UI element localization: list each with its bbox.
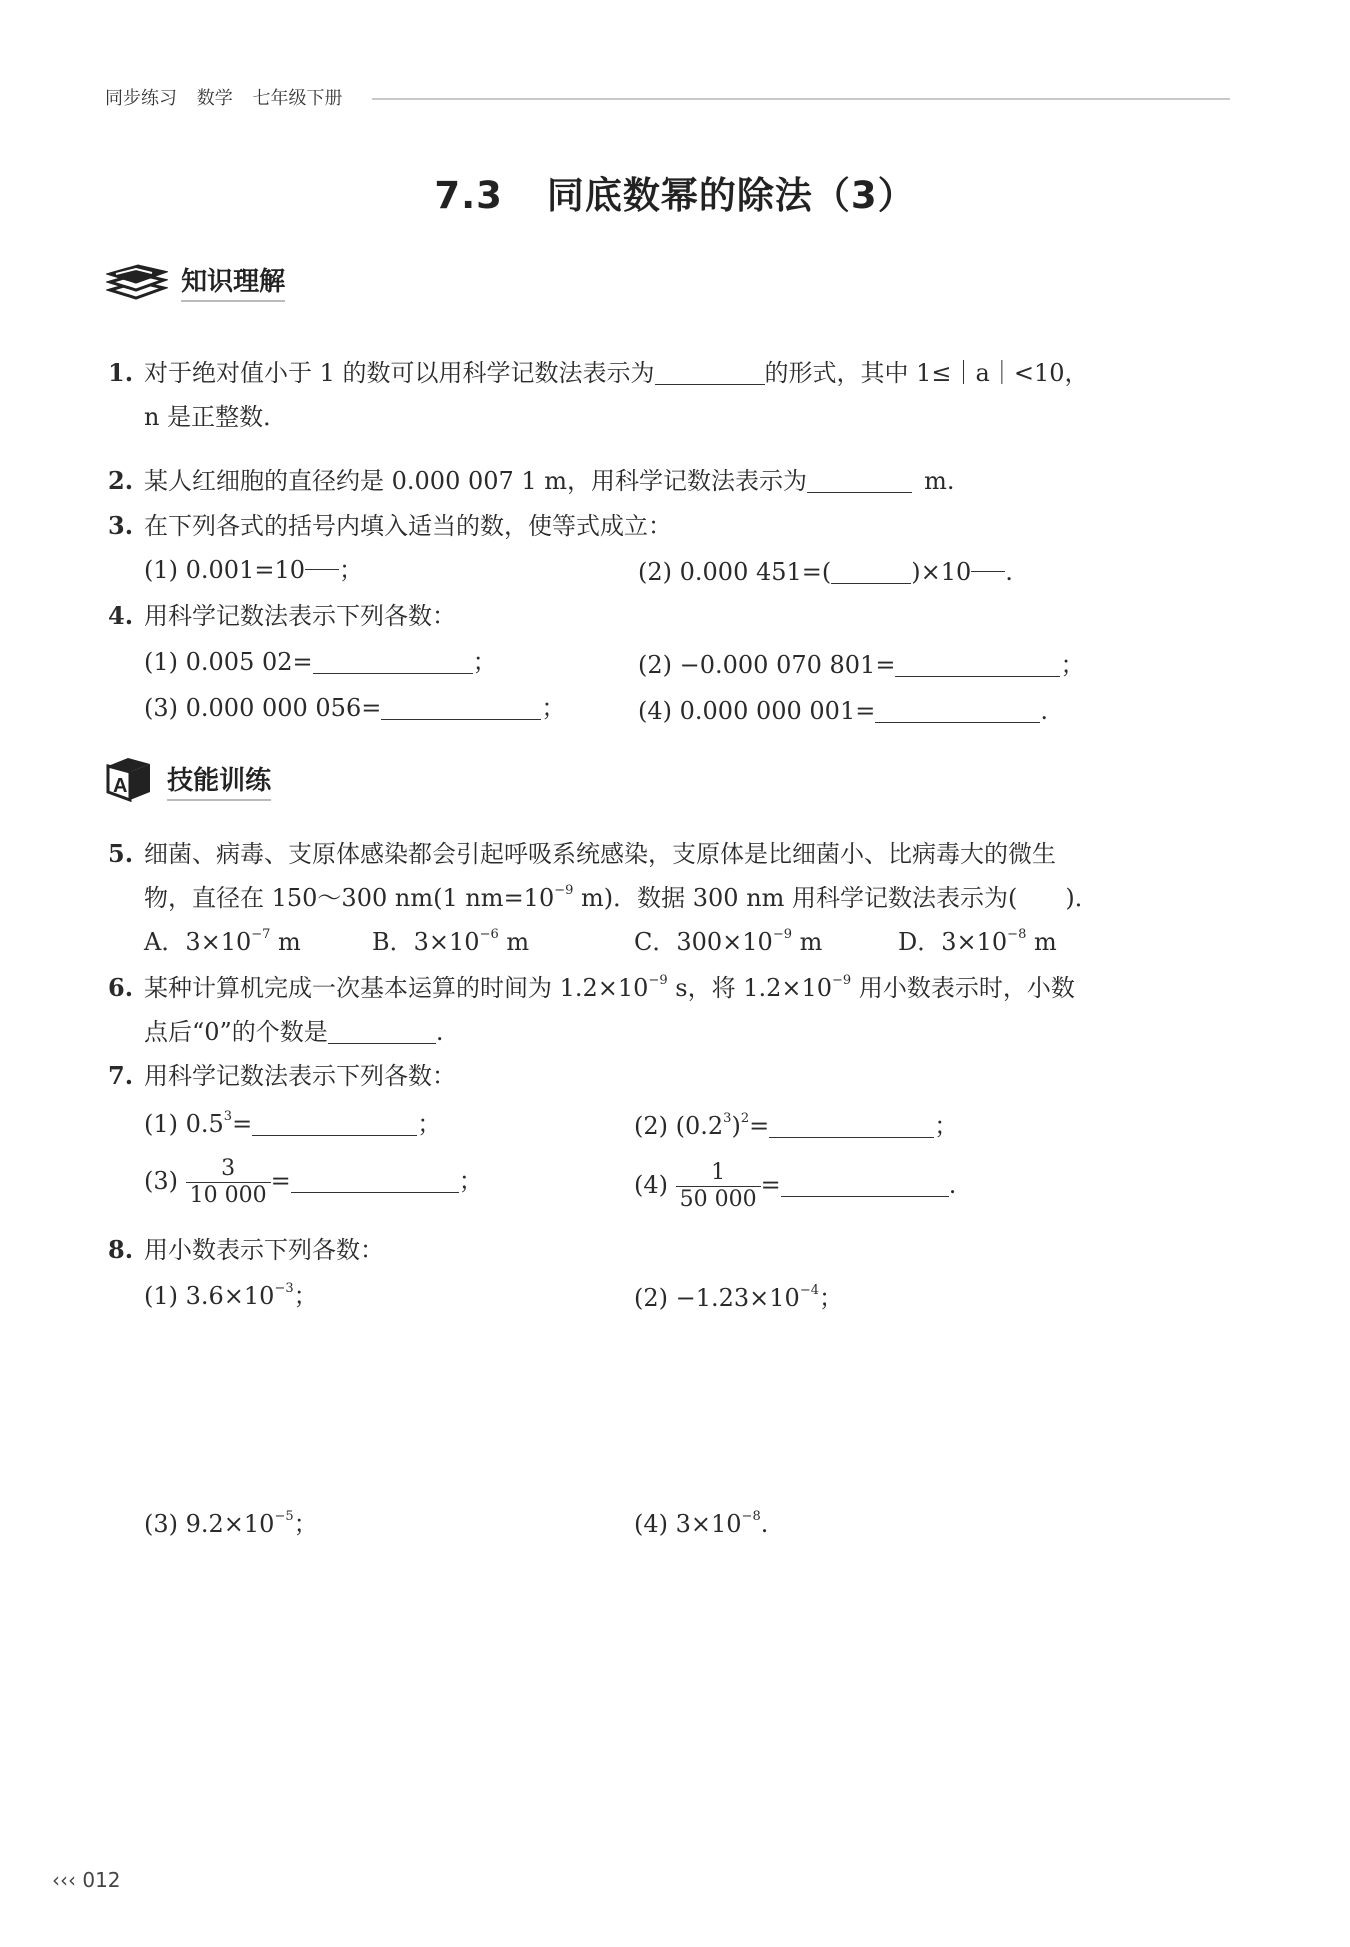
exponent: −9 bbox=[832, 973, 852, 988]
question-4 bbox=[108, 594, 456, 638]
part-text: = bbox=[270, 1167, 291, 1195]
question-text: 某种计算机完成一次基本运算的时间为 1.2×10 bbox=[144, 974, 649, 1002]
answer-blank[interactable] bbox=[252, 1109, 417, 1136]
part-text: = bbox=[232, 1110, 253, 1138]
punctuation: ； bbox=[293, 1510, 318, 1538]
subject-name: 数学 bbox=[196, 88, 233, 109]
question-number: 7. bbox=[108, 1061, 134, 1090]
exponent: −5 bbox=[274, 1509, 294, 1524]
question-text: 对于绝对值小于 1 的数可以用科学记数法表示为 bbox=[144, 359, 655, 387]
question-number: 4. bbox=[108, 601, 134, 630]
question-text: m)．数据 300 nm 用科学记数法表示为( )． bbox=[573, 884, 1099, 912]
part-text: (2) (0.2 bbox=[634, 1112, 724, 1140]
question-4-part-3 bbox=[144, 686, 565, 730]
unit-text: m bbox=[1026, 928, 1057, 956]
part-text: )×10 bbox=[911, 558, 972, 586]
exponent: 2 bbox=[740, 1111, 750, 1126]
punctuation: ； bbox=[934, 1112, 959, 1140]
exponent: −9 bbox=[648, 973, 668, 988]
question-7-part-3 bbox=[144, 1156, 483, 1209]
question-text: 用科学记数法表示下列各数： bbox=[144, 602, 456, 630]
exponent: −9 bbox=[772, 927, 792, 942]
part-text: (1) 3.6×10 bbox=[144, 1282, 275, 1310]
exponent: −3 bbox=[274, 1281, 294, 1296]
question-text: 用科学记数法表示下列各数： bbox=[144, 1062, 456, 1090]
punctuation: ； bbox=[293, 1282, 318, 1310]
answer-blank[interactable] bbox=[895, 650, 1060, 677]
chevrons-left-icon: ‹‹‹ bbox=[52, 1868, 76, 1892]
fraction bbox=[186, 1156, 271, 1209]
punctuation: ； bbox=[472, 648, 497, 676]
unit-text: m bbox=[270, 928, 301, 956]
question-7 bbox=[108, 1054, 456, 1098]
part-text: (2) −0.000 070 801= bbox=[638, 651, 896, 679]
denominator: 10 000 bbox=[189, 1183, 267, 1208]
question-7-part-4 bbox=[634, 1160, 956, 1213]
exponent: −9 bbox=[554, 883, 574, 898]
knowledge-section-title: 知识理解 bbox=[181, 267, 285, 302]
punctuation: . bbox=[948, 1171, 957, 1199]
skills-section-heading bbox=[104, 754, 271, 802]
question-number: 6. bbox=[108, 973, 134, 1002]
page-footer bbox=[52, 1868, 121, 1892]
question-8 bbox=[108, 1228, 384, 1272]
question-7-part-2 bbox=[634, 1104, 958, 1148]
part-text: (3) bbox=[144, 1167, 178, 1195]
header-divider bbox=[372, 98, 1230, 100]
option-label: C．300×10 bbox=[634, 928, 773, 956]
part-text: = bbox=[749, 1112, 770, 1140]
section-title: 同底数幂的除法（3） bbox=[546, 174, 916, 217]
question-5 bbox=[108, 832, 1056, 876]
punctuation: ； bbox=[819, 1284, 843, 1312]
exponent: −4 bbox=[799, 1283, 819, 1298]
punctuation: . bbox=[1040, 697, 1048, 725]
numerator: 1 bbox=[676, 1160, 761, 1187]
part-text: (3) 9.2×10 bbox=[144, 1510, 275, 1538]
question-8-part-1 bbox=[144, 1274, 318, 1318]
question-text: 物，直径在 150～300 nm(1 nm=10 bbox=[144, 884, 555, 912]
page-number: 012 bbox=[82, 1868, 121, 1892]
part-text: (3) 0.000 000 056= bbox=[144, 694, 382, 722]
question-text: n 是正整数． bbox=[144, 403, 288, 431]
question-3-part-1 bbox=[144, 548, 363, 592]
answer-blank[interactable] bbox=[328, 1017, 436, 1044]
part-text: (1) 0.5 bbox=[144, 1110, 224, 1138]
question-4-part-1 bbox=[144, 640, 497, 684]
question-7-part-1 bbox=[144, 1102, 441, 1146]
running-header bbox=[105, 84, 356, 110]
exponent: 3 bbox=[223, 1109, 233, 1124]
punctuation: . bbox=[760, 1510, 769, 1538]
answer-blank[interactable] bbox=[781, 1170, 949, 1197]
punctuation: ； bbox=[541, 694, 566, 722]
a-cube-icon bbox=[104, 754, 154, 802]
question-number: 2. bbox=[108, 466, 134, 495]
punctuation: ； bbox=[417, 1110, 442, 1138]
question-6-line2 bbox=[144, 1010, 443, 1054]
part-text: = bbox=[760, 1171, 781, 1199]
punctuation: . bbox=[1005, 558, 1013, 586]
question-text: s，将 1.2×10 bbox=[667, 974, 833, 1002]
unit-text: m bbox=[498, 928, 530, 956]
option-c[interactable] bbox=[634, 920, 822, 964]
option-b[interactable] bbox=[372, 920, 529, 964]
question-text: 在下列各式的括号内填入适当的数，使等式成立： bbox=[144, 512, 672, 540]
option-label: D．3×10 bbox=[898, 928, 1008, 956]
punctuation: ； bbox=[458, 1167, 483, 1195]
option-label: B．3×10 bbox=[372, 928, 480, 956]
question-text: 点后“0”的个数是 bbox=[144, 1018, 328, 1046]
part-text: (4) 0.000 000 001= bbox=[638, 697, 876, 725]
punctuation: . bbox=[435, 1018, 444, 1046]
question-3 bbox=[108, 504, 672, 548]
option-a[interactable] bbox=[144, 920, 301, 964]
punctuation: ； bbox=[338, 556, 363, 584]
question-4-part-4 bbox=[638, 689, 1048, 733]
part-text: (4) bbox=[634, 1171, 668, 1199]
answer-blank[interactable] bbox=[381, 693, 541, 720]
question-4-part-2 bbox=[638, 643, 1084, 687]
part-text: (4) 3×10 bbox=[634, 1510, 742, 1538]
denominator: 50 000 bbox=[679, 1187, 757, 1212]
answer-blank[interactable] bbox=[769, 1111, 934, 1138]
question-3-part-2 bbox=[638, 550, 1013, 594]
section-number: 7.3 bbox=[434, 174, 503, 217]
question-text: 细菌、病毒、支原体感染都会引起呼吸系统感染，支原体是比细菌小、比病毒大的微生 bbox=[144, 840, 1056, 868]
question-1-line2 bbox=[144, 395, 287, 439]
page-title bbox=[0, 165, 1350, 219]
question-6 bbox=[108, 966, 1075, 1010]
question-number: 8. bbox=[108, 1235, 134, 1264]
numerator: 3 bbox=[186, 1156, 271, 1183]
books-icon bbox=[106, 256, 168, 302]
exponent-blank[interactable] bbox=[305, 559, 339, 570]
answer-blank[interactable] bbox=[831, 557, 911, 584]
exponent: −6 bbox=[479, 927, 499, 942]
answer-blank[interactable] bbox=[875, 696, 1040, 723]
knowledge-section-heading bbox=[106, 256, 285, 302]
exponent: −8 bbox=[1007, 927, 1027, 942]
question-number: 3. bbox=[108, 511, 134, 540]
part-text: (2) −1.23×10 bbox=[634, 1284, 800, 1312]
question-text: 某人红细胞的直径约是 0.000 007 1 m，用科学记数法表示为 bbox=[144, 467, 808, 495]
part-text: ) bbox=[731, 1112, 741, 1140]
punctuation: ； bbox=[1060, 651, 1085, 679]
question-8-part-3 bbox=[144, 1502, 318, 1546]
question-1 bbox=[108, 351, 1089, 395]
fraction bbox=[676, 1160, 761, 1213]
option-d[interactable] bbox=[898, 920, 1057, 964]
answer-blank[interactable] bbox=[313, 647, 473, 674]
exponent: 3 bbox=[723, 1111, 732, 1126]
question-text: 用小数表示时，小数 bbox=[851, 974, 1075, 1002]
unit-text: m. bbox=[924, 467, 955, 495]
exponent: −8 bbox=[741, 1509, 761, 1524]
question-text: 用小数表示下列各数： bbox=[144, 1236, 384, 1264]
answer-blank[interactable] bbox=[655, 358, 765, 385]
answer-blank[interactable] bbox=[291, 1166, 459, 1193]
skills-section-title: 技能训练 bbox=[167, 766, 271, 801]
answer-blank[interactable] bbox=[807, 466, 912, 493]
option-label: A．3×10 bbox=[144, 928, 252, 956]
exponent-blank[interactable] bbox=[971, 561, 1005, 572]
question-8-part-2 bbox=[634, 1276, 843, 1320]
exponent: −7 bbox=[251, 927, 271, 942]
part-text: (1) 0.001=10 bbox=[144, 556, 305, 584]
grade-name: 七年级下册 bbox=[252, 88, 343, 109]
book-name: 同步练习 bbox=[105, 88, 177, 109]
question-2 bbox=[108, 459, 954, 503]
question-5-line2 bbox=[144, 876, 1099, 920]
question-8-part-4 bbox=[634, 1502, 768, 1546]
question-number: 5. bbox=[108, 839, 134, 868]
part-text: (2) 0.000 451=( bbox=[638, 558, 832, 586]
unit-text: m bbox=[792, 928, 823, 956]
question-number: 1. bbox=[108, 358, 134, 387]
part-text: (1) 0.005 02= bbox=[144, 648, 313, 676]
question-text: 的形式，其中 1≤｜a｜<10， bbox=[764, 359, 1089, 387]
svg-text:A: A bbox=[113, 775, 128, 797]
